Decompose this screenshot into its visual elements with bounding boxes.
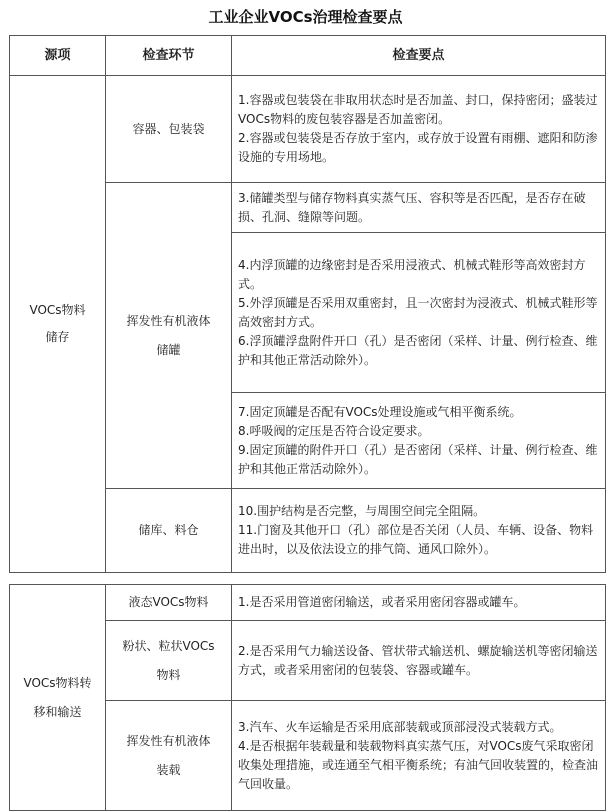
table-row — [10, 76, 606, 183]
table-header-row — [10, 36, 606, 76]
points-cell — [232, 489, 606, 573]
source-line: 储存 — [45, 330, 70, 344]
table-row — [10, 585, 606, 621]
point-item: 3.汽车、火车运输是否采用底部装载或顶部浸没式装载方式。 — [238, 719, 562, 734]
points-cell — [232, 621, 606, 701]
source-line: VOCs物料 — [29, 303, 86, 317]
step-line: 储库、料仓 — [138, 523, 199, 537]
step-line: 挥发性有机液体 — [126, 313, 211, 328]
inspection-table-part1 — [9, 35, 606, 573]
step-line: 装载 — [156, 762, 181, 777]
point-item: 2.容器或包装袋是否存放于室内，或存放于设置有雨棚、遮阳和防渗设施的专用场地。 — [238, 131, 598, 164]
header-step: 检查环节 — [106, 36, 232, 76]
source-line: 移和输送 — [33, 704, 82, 719]
points-cell — [232, 233, 606, 393]
point-item: 6.浮顶罐浮盘附件开口（孔）是否密闭（采样、计量、例行检查、维护和其他正常活动除外）。 — [238, 333, 598, 367]
inspection-table-part2 — [9, 584, 606, 811]
source-cell-storage — [10, 76, 106, 573]
point-item: 3.储罐类型与储存物料真实蒸气压、容积等是否匹配，是否存在破损、孔洞、缝隙等问题。 — [238, 190, 586, 224]
step-line: 储罐 — [156, 342, 181, 357]
point-item: 1.是否采用管道密闭输送，或者采用密闭容器或罐车。 — [238, 595, 526, 609]
step-cell — [106, 621, 232, 701]
points-cell — [232, 393, 606, 489]
point-item: 5.外浮顶罐是否采用双重密封，且一次密封为浸液式、机械式鞋形等高效密封方式。 — [238, 295, 598, 329]
source-line: VOCs物料转 — [23, 675, 92, 690]
step-cell — [106, 489, 232, 573]
point-item: 9.固定顶罐的附件开口（孔）是否密闭（采样、计量、例行检查、维护和其他正常活动除外）。 — [238, 442, 598, 476]
point-item: 11.门窗及其他开口（孔）部位是否关闭（人员、车辆、设备、物料进出时，以及依法设立的排气筒、通风口除外）。 — [238, 523, 594, 556]
header-points: 检查要点 — [232, 36, 606, 76]
point-item: 10.围护结构是否完整，与周围空间完全阻隔。 — [238, 504, 486, 518]
step-cell — [106, 585, 232, 621]
page-title: 工业企业VOCs治理检查要点 — [208, 8, 403, 26]
step-cell — [106, 76, 232, 183]
points-cell — [232, 701, 606, 811]
source-cell-transfer — [10, 585, 106, 811]
step-cell — [106, 183, 232, 489]
point-item: 1.容器或包装袋在非取用状态时是否加盖、封口，保持密闭；盛装过VOCs物料的废包装容器是否加盖密闭。 — [238, 93, 598, 126]
point-item: 4.内浮顶罐的边缘密封是否采用浸液式、机械式鞋形等高效密封方式。 — [238, 257, 586, 291]
points-cell — [232, 585, 606, 621]
point-item: 7.固定顶罐是否配有VOCs处理设施或气相平衡系统。 — [238, 404, 522, 419]
step-cell — [106, 701, 232, 811]
point-item: 2.是否采用气力输送设备、管状带式输送机、螺旋输送机等密闭输送方式，或者采用密闭的包装袋、容器或罐车。 — [238, 643, 598, 677]
step-line: 液态VOCs物料 — [128, 595, 209, 609]
step-line: 粉状、粒状VOCs — [122, 638, 215, 653]
header-source: 源项 — [10, 36, 106, 76]
point-item: 8.呼吸阀的定压是否符合设定要求。 — [238, 423, 430, 438]
points-cell — [232, 76, 606, 183]
point-item: 4.是否根据年装载量和装载物料真实蒸气压，对VOCs废气采取密闭收集处理措施，或连通至气相平衡系统；有油气回收装置的，检查油气回收量。 — [238, 738, 599, 791]
step-line: 物料 — [156, 667, 181, 682]
points-cell — [232, 183, 606, 233]
step-line: 挥发性有机液体 — [126, 733, 211, 748]
step-line: 容器、包装袋 — [132, 121, 205, 136]
